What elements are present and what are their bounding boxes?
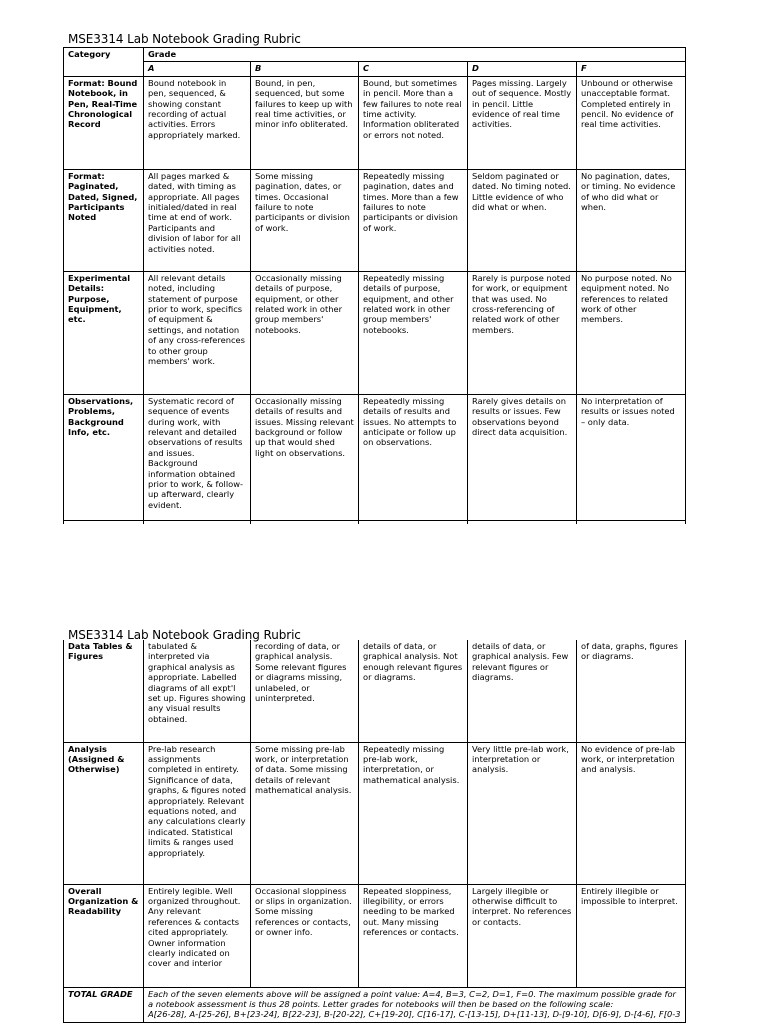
grade-cell: Occasional sloppiness or slips in organization. Some missing references or contacts, or owner info. [251,884,359,987]
category-cell: Overall Organization & Readability [64,884,144,987]
category-cell: Data Tables & Figures [64,640,144,742]
category-cell: Observations, Problems, Background Info, etc. [64,394,144,520]
grade-cell: details of data, or graphical analysis. Not enough relevant figures or diagrams. [359,640,468,742]
grade-cell: Repeatedly missing details of purpose, equipment, and other related work in other group members' notebooks. [359,271,468,394]
document-title: MSE3314 Lab Notebook Grading Rubric [68,628,301,642]
grade-cell: Pre-lab research assignments completed in entirety. Significance of data, graphs, & figures noted appropriately. Relevant equations noted, and any calculations clearly indicated. Statistical limits & ranges used appropriately. [144,742,251,884]
grade-cell: Repeatedly missing details of results and issues. No attempts to anticipate or follow up on observations. [359,394,468,520]
grade-cell: All pages marked & dated, with timing as appropriate. All pages initialed/dated in real time at end of work. Participants and division of labor for all activities noted. [144,169,251,271]
grade-cell: Pages missing. Largely out of sequence. Mostly in pencil. Little evidence of real time activities. [468,76,577,169]
grade-cell: Bound, but sometimes in pencil. More than a few failures to note real time activity. Information obliterated or errors not noted. [359,76,468,169]
grade-cell: No pagination, dates, or timing. No evidence of who did what or when. [577,169,686,271]
table-row [64,884,686,987]
category-cell: Analysis (Assigned & Otherwise) [64,742,144,884]
grade-cell: Occasionally missing details of results and issues. Missing relevant background or follow up that would shed light on observations. [251,394,359,520]
grade-cell: Bound notebook in pen, sequenced, & showing constant recording of actual activities. Errors appropriately marked. [144,76,251,169]
grade-cell: Unbound or otherwise unacceptable format. Completed entirely in pencil. No evidence of real time activities. [577,76,686,169]
category-cell: Format: Bound Notebook, in Pen, Real-Time Chronological Record [64,76,144,169]
grade-cell: Rarely is purpose noted for work, or equipment that was used. No cross-referencing of related work of other members. [468,271,577,394]
grade-cell: details of data, or graphical analysis. Few relevant figures or diagrams. [468,640,577,742]
category-cell: Experimental Details: Purpose, Equipment, etc. [64,271,144,394]
table-row [64,169,686,271]
table-row [64,76,686,169]
grade-cell: recording of data, or graphical analysis. Some relevant figures or diagrams missing, unlabeled, or uninterpreted. [251,640,359,742]
grade-cell: No purpose noted. No equipment noted. No references to related work of other members. [577,271,686,394]
rubric-table [63,640,686,1023]
total-grade-text [144,987,686,1022]
table-row [64,394,686,520]
page-2 [0,620,768,1024]
rubric-table [63,47,686,561]
grade-cell: Repeatedly missing pre-lab work, interpretation, or mathematical analysis. [359,742,468,884]
grade-letters-row [64,62,686,76]
grade-cell: of data, graphs, figures or diagrams. [577,640,686,742]
grade-cell: Largely illegible or otherwise difficult to interpret. No references or contacts. [468,884,577,987]
grade-cell: No interpretation of results or issues noted – only data. [577,394,686,520]
grade-header: Grade [144,48,686,62]
category-cell: Format: Paginated, Dated, Signed, Participants Noted [64,169,144,271]
grade-letter-b: B [251,62,359,76]
grade-cell: Entirely legible. Well organized throughout. Any relevant references & contacts cited appropriately. Owner information clearly indicated on cover and interior [144,884,251,987]
grade-cell: All relevant details noted, including statement of purpose prior to work, specifics of equipment & settings, and notation of any cross-references to other group members' work. [144,271,251,394]
grade-cell: Repeated sloppiness, illegibility, or errors needing to be marked out. Many missing references or contacts. [359,884,468,987]
total-grade-label: TOTAL GRADE [64,987,144,1022]
grade-cell: Entirely illegible or impossible to interpret. [577,884,686,987]
grade-cell: Occasionally missing details of purpose, equipment, or other related work in other group members' notebooks. [251,271,359,394]
grade-cell: Very little pre-lab work, interpretation or analysis. [468,742,577,884]
grade-letter-d: D [468,62,577,76]
grade-cell: Some missing pre-lab work, or interpretation of data. Some missing details of relevant mathematical analysis. [251,742,359,884]
total-grade-scale: A[26-28], A-[25-26], B+[23-24], B[22-23], B-[20-22], C+[19-20], C[16-17], C-[13-15], D+[11-13], D-[9-10], D[6-9], D-[4-6], F[0-3 [148,1009,681,1020]
grade-letter-a: A [144,62,251,76]
total-grade-description: Each of the seven elements above will be assigned a point value: A=4, B=3, C=2, D=1, F=0. The maximum possible grade for a notebook assessment is thus 28 points. Letter grades for notebooks will then be based on the following scale: [148,988,676,1009]
table-row [64,271,686,394]
page-gap [0,524,768,620]
grade-cell: Seldom paginated or dated. No timing noted. Little evidence of who did what or when. [468,169,577,271]
table-row [64,640,686,742]
total-row [64,987,686,1022]
grade-cell: Some missing pagination, dates, or times. Occasional failure to note participants or division of work. [251,169,359,271]
document-title: MSE3314 Lab Notebook Grading Rubric [68,32,301,46]
grade-cell: Rarely gives details on results or issues. Few observations beyond direct data acquisition. [468,394,577,520]
grade-cell: Systematic record of sequence of events during work, with relevant and detailed observations of results and issues. Background information obtained prior to work, & follow-up afterward, clearly evident. [144,394,251,520]
grade-cell: Repeatedly missing pagination, dates and times. More than a few failures to note participants or division of work. [359,169,468,271]
grade-cell: tabulated & interpreted via graphical analysis as appropriate. Labelled diagrams of all expt'l set up. Figures showing any visual results obtained. [144,640,251,742]
table-row [64,742,686,884]
grade-letter-f: F [577,62,686,76]
grade-cell: Bound, in pen, sequenced, but some failures to keep up with real time activities, or minor info obliterated. [251,76,359,169]
grade-letter-c: C [359,62,468,76]
grade-cell: No evidence of pre-lab work, or interpretation and analysis. [577,742,686,884]
header-row [64,48,686,62]
category-header: Category [64,48,144,77]
